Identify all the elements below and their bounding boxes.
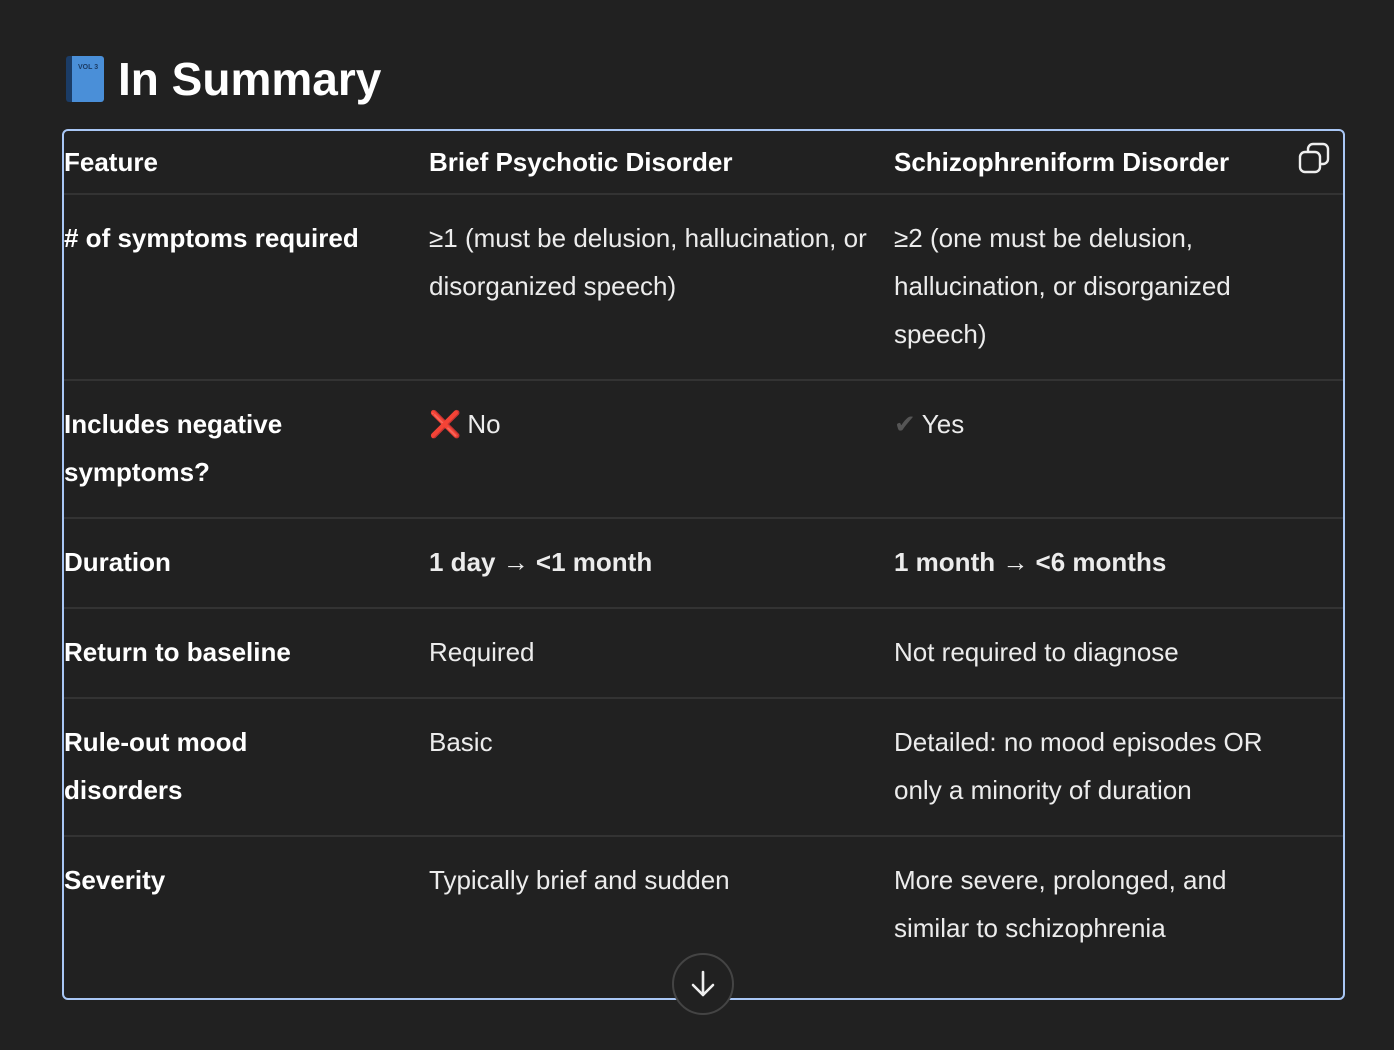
brief-value: No bbox=[467, 409, 501, 439]
schizo-cell: 1 month → <6 months bbox=[894, 547, 1167, 577]
brief-cell: ≥1 (must be delusion, hallucination, or disorganized speech) bbox=[429, 223, 867, 301]
feature-cell: Return to baseline bbox=[64, 637, 291, 667]
schizo-cell: ≥2 (one must be delusion, hallucination, or disorganized speech) bbox=[894, 223, 1231, 349]
feature-cell: Includes negative symptoms? bbox=[64, 409, 283, 487]
table-header-row bbox=[64, 131, 1343, 194]
header-brief: Brief Psychotic Disorder bbox=[429, 147, 733, 177]
brief-cell bbox=[429, 380, 894, 518]
table-row bbox=[64, 698, 1343, 836]
feature-cell: # of symptoms required bbox=[64, 223, 359, 253]
schizo-cell: More severe, prolonged, and similar to schizophrenia bbox=[894, 865, 1227, 943]
table-row bbox=[64, 194, 1343, 380]
feature-cell: Severity bbox=[64, 865, 166, 895]
summary-table bbox=[62, 129, 1345, 1000]
scroll-down-button[interactable] bbox=[672, 953, 734, 1015]
brief-cell: Required bbox=[429, 637, 535, 667]
schizo-cell bbox=[894, 380, 1343, 518]
check-icon: ✔ bbox=[894, 409, 916, 439]
schizo-cell: Detailed: no mood episodes OR only a minority of duration bbox=[894, 727, 1263, 805]
brief-cell: 1 day → <1 month bbox=[429, 547, 653, 577]
cross-icon: ❌ bbox=[429, 409, 462, 439]
feature-cell: Rule-out mood disorders bbox=[64, 727, 248, 805]
header-feature: Feature bbox=[64, 147, 158, 177]
arrow-down-icon bbox=[688, 969, 718, 999]
title-text: In Summary bbox=[118, 53, 382, 105]
book-icon bbox=[66, 56, 104, 102]
feature-cell: Duration bbox=[64, 547, 171, 577]
table-row bbox=[64, 518, 1343, 608]
header-schizo: Schizophreniform Disorder bbox=[894, 147, 1230, 177]
brief-cell: Typically brief and sudden bbox=[429, 865, 730, 895]
brief-cell: Basic bbox=[429, 727, 493, 757]
table-row bbox=[64, 380, 1343, 518]
section-title bbox=[66, 52, 381, 106]
copy-icon[interactable] bbox=[1297, 141, 1331, 175]
table-row bbox=[64, 608, 1343, 698]
schizo-value: Yes bbox=[921, 409, 965, 439]
book-icon-label: VOL 3 bbox=[78, 64, 99, 71]
schizo-cell: Not required to diagnose bbox=[894, 637, 1179, 667]
